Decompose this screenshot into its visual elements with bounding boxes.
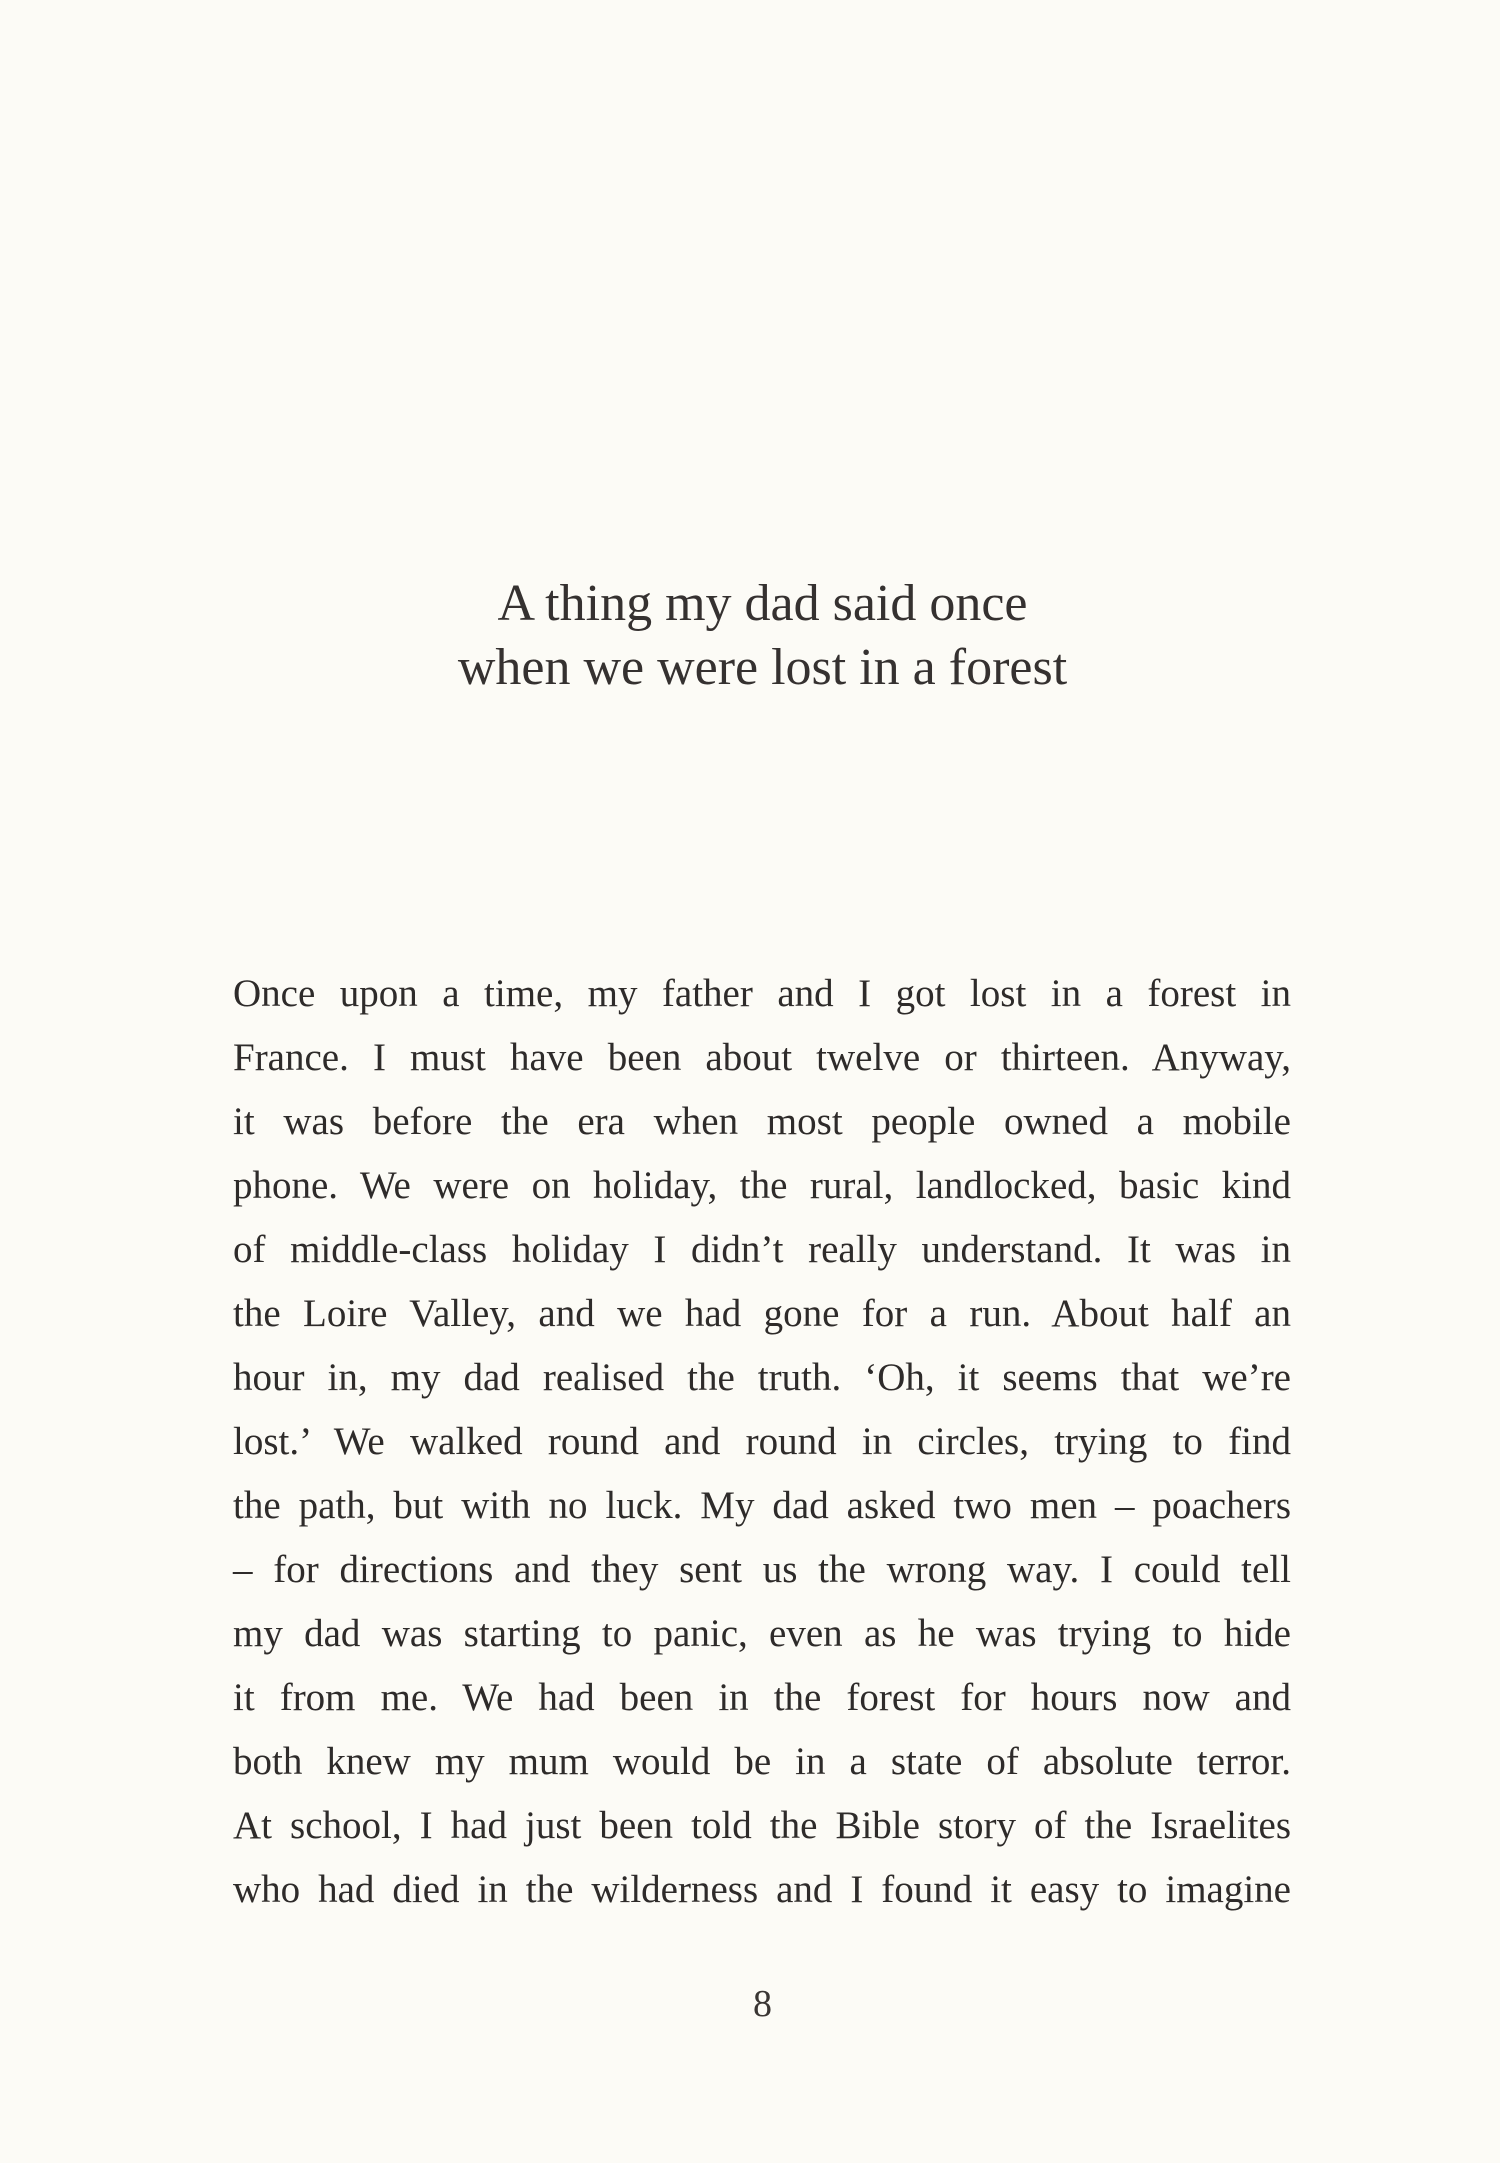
- body-paragraph: [233, 962, 1291, 1922]
- text-line: it from me. We had been in the forest for hours now and: [233, 1676, 1291, 1719]
- text-line: it was before the era when most people owned a mobile: [233, 1100, 1291, 1143]
- text-line: who had died in the wilderness and I found it easy to imagine: [233, 1868, 1291, 1911]
- page-number: 8: [753, 1983, 772, 2025]
- text-line: the Loire Valley, and we had gone for a run. About half an: [233, 1292, 1291, 1335]
- text-line: lost.’ We walked round and round in circles, trying to find: [233, 1420, 1291, 1463]
- chapter-title: [0, 572, 1500, 700]
- text-line: hour in, my dad realised the truth. ‘Oh, it seems that we’re: [233, 1356, 1291, 1399]
- text-line: of middle-class holiday I didn’t really understand. It was in: [233, 1228, 1291, 1271]
- chapter-title-line: A thing my dad said once: [497, 575, 1028, 632]
- text-line: the path, but with no luck. My dad asked two men – poachers: [233, 1484, 1291, 1527]
- text-line: phone. We were on holiday, the rural, landlocked, basic kind: [233, 1164, 1291, 1207]
- text-line: France. I must have been about twelve or thirteen. Anyway,: [233, 1036, 1291, 1079]
- text-line: – for directions and they sent us the wrong way. I could tell: [233, 1548, 1291, 1591]
- text-line: my dad was starting to panic, even as he was trying to hide: [233, 1612, 1291, 1655]
- text-line: Once upon a time, my father and I got lost in a forest in: [233, 972, 1291, 1015]
- text-line: both knew my mum would be in a state of absolute terror.: [233, 1740, 1291, 1783]
- chapter-title-line: when we were lost in a forest: [457, 639, 1068, 696]
- text-line: At school, I had just been told the Bible story of the Israelites: [233, 1804, 1291, 1847]
